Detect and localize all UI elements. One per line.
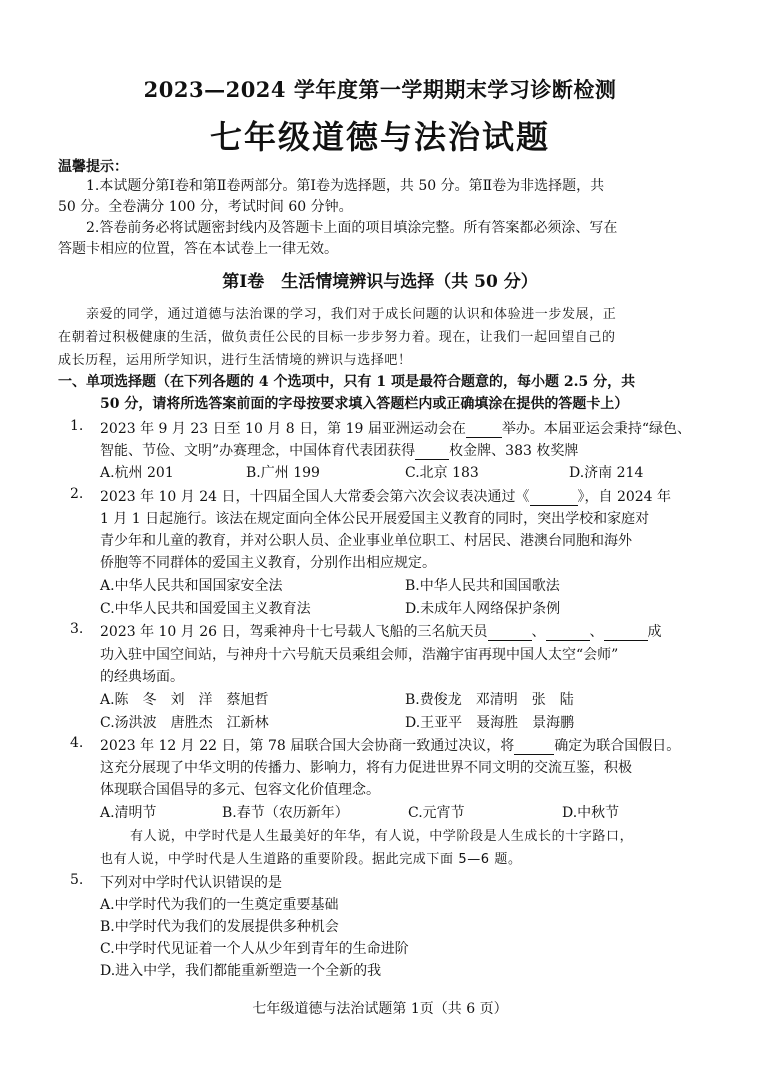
answer-blank [546, 624, 590, 641]
option-a: A.中华人民共和国国家安全法 [100, 578, 283, 594]
intro-line: 亲爱的同学，通过道德与法治课的学习，我们对于成长问题的认识和体验进一步发展，正 [86, 307, 617, 322]
tip-line: 2.答卷前务必将试题密封线内及答题卡上面的项目填涂完整。所有答案都必须涂、写在 [86, 220, 618, 236]
answer-blank [604, 624, 648, 641]
stem-text: 2023 年 10 月 26 日，驾乘神舟十七号载人飞船的三名航天员 [100, 624, 488, 640]
question-number: 2. [70, 486, 84, 502]
option-a: A.中学时代为我们的一生奠定重要基础 [100, 897, 339, 913]
option-c: C.中华人民共和国爱国主义教育法 [100, 601, 311, 617]
question-number: 3. [70, 621, 84, 637]
tips-heading: 温馨提示： [58, 159, 128, 175]
part-heading: 50 分，请将所选答案前面的字母按要求填入答题栏内或正确填涂在提供的答题卡上） [100, 396, 629, 412]
option-d: D.进入中学，我们都能重新塑造一个全新的我 [100, 963, 382, 979]
option-b: B.中华人民共和国国歌法 [405, 578, 560, 594]
tip-line: 答题卡相应的位置，答在本试卷上一律无效。 [58, 241, 338, 257]
option-c: C.元宵节 [408, 805, 465, 821]
stem-line: 侨胞等不同群体的爱国主义教育，分别作出相应规定。 [100, 555, 436, 571]
option-d: D.王亚平 聂海胜 景海鹏 [405, 715, 575, 731]
answer-blank [530, 489, 578, 506]
option-b: B.春节（农历新年） [222, 805, 349, 821]
tip-line: 1.本试题分第Ⅰ卷和第Ⅱ卷两部分。第Ⅰ卷为选择题，共 50 分。第Ⅱ卷为非选择题，共 [86, 178, 605, 194]
answer-blank [415, 443, 449, 460]
stem-text: 2023 年 10 月 24 日，十四届全国人大常委会第六次会议表决通过《 [100, 489, 530, 505]
stem-line: 这充分展现了中华文明的传播力、影响力，将有力促进世界不同文明的交流互鉴，积极 [100, 760, 632, 776]
stem-line: 1 月 1 日起施行。该法在规定面向全体公民开展爱国主义教育的同时，突出学校和家庭对 [100, 511, 650, 527]
intro-line: 在朝着过积极健康的生活，做负责任公民的目标一步步努力着。现在，让我们一起回望自己的 [58, 330, 616, 345]
separator: 、 [589, 624, 604, 640]
part-heading: 一、单项选择题（在下列各题的 4 个选项中，只有 1 项是最符合题意的，每小题 2.5 分，共 [58, 374, 636, 390]
stem-text: 成 [647, 624, 662, 640]
subject-title: 七年级道德与法治试题 [209, 118, 550, 156]
stem-line: 功入驻中国空间站，与神舟十六号航天员乘组会师，浩瀚宇宙再现中国人太空“会师” [100, 647, 619, 663]
option-c: C.汤洪波 唐胜杰 江新林 [100, 715, 269, 731]
answer-blank [488, 624, 532, 641]
stem-line: 青少年和儿童的教育，并对公职人员、企业事业单位职工、村居民、港澳台同胞和海外 [100, 533, 632, 549]
stem-line: 的经典场面。 [100, 669, 184, 685]
tip-line: 50 分。全卷满分 100 分，考试时间 60 分钟。 [58, 199, 353, 215]
question-stem [100, 621, 662, 641]
section-title: 第Ⅰ卷 生活情境辨识与选择（共 50 分） [222, 272, 538, 292]
stem-text: 枚金牌、383 枚奖牌 [449, 443, 579, 459]
answer-blank [514, 738, 554, 755]
stem-line: 体现联合国倡导的多元、包容文化价值理念。 [100, 782, 380, 798]
question-stem [100, 418, 691, 438]
intro-line: 成长历程，运用所学知识，进行生活情境的辨识与选择吧！ [58, 353, 412, 368]
stem-text: 2023 年 12 月 22 日，第 78 届联合国大会协商一致通过决议，将 [100, 738, 515, 754]
question-stem [100, 440, 578, 460]
option-d: D.未成年人网络保护条例 [405, 601, 561, 617]
option-b: B.费俊龙 邓清明 张 陆 [405, 692, 574, 708]
question-stem: 下列对中学时代认识错误的是 [100, 875, 282, 891]
option-c: C.中学时代见证着一个人从少年到青年的生命进阶 [100, 941, 409, 957]
option-a: A.清明节 [100, 805, 157, 821]
material-line: 有人说，中学时代是人生最美好的年华，有人说，中学阶段是人生成长的十字路口， [130, 829, 634, 844]
option-d: D.济南 214 [569, 465, 644, 481]
page-footer: 七年级道德与法治试题第 1页（共 6 页） [252, 1001, 508, 1017]
question-stem [100, 735, 680, 755]
question-stem [100, 486, 671, 506]
option-a: A.杭州 201 [100, 465, 174, 481]
stem-text: 举办。本届亚运会秉持“绿色、 [501, 421, 692, 437]
question-number: 5. [70, 872, 84, 888]
option-d: D.中秋节 [562, 805, 620, 821]
question-number: 4. [70, 735, 84, 751]
question-number: 1. [70, 418, 84, 434]
option-b: B.中学时代为我们的发展提供多种机会 [100, 919, 339, 935]
option-a: A.陈 冬 刘 洋 蔡旭哲 [100, 692, 269, 708]
option-c: C.北京 183 [405, 465, 479, 481]
material-line: 也有人说，中学时代是人生道路的重要阶段。据此完成下面 5—6 题。 [100, 852, 522, 867]
stem-text: 确定为联合国假日。 [554, 738, 681, 754]
stem-text: 》，自 2024 年 [577, 489, 672, 505]
answer-blank [466, 421, 502, 438]
option-b: B.广州 199 [246, 465, 320, 481]
exam-title: 2023—2024 学年度第一学期期末学习诊断检测 [143, 77, 617, 102]
stem-text: 2023 年 9 月 23 日至 10 月 8 日，第 19 届亚洲运动会在 [100, 421, 466, 437]
stem-text: 智能、节俭、文明”办赛理念，中国体育代表团获得 [100, 443, 416, 459]
separator: 、 [531, 624, 546, 640]
